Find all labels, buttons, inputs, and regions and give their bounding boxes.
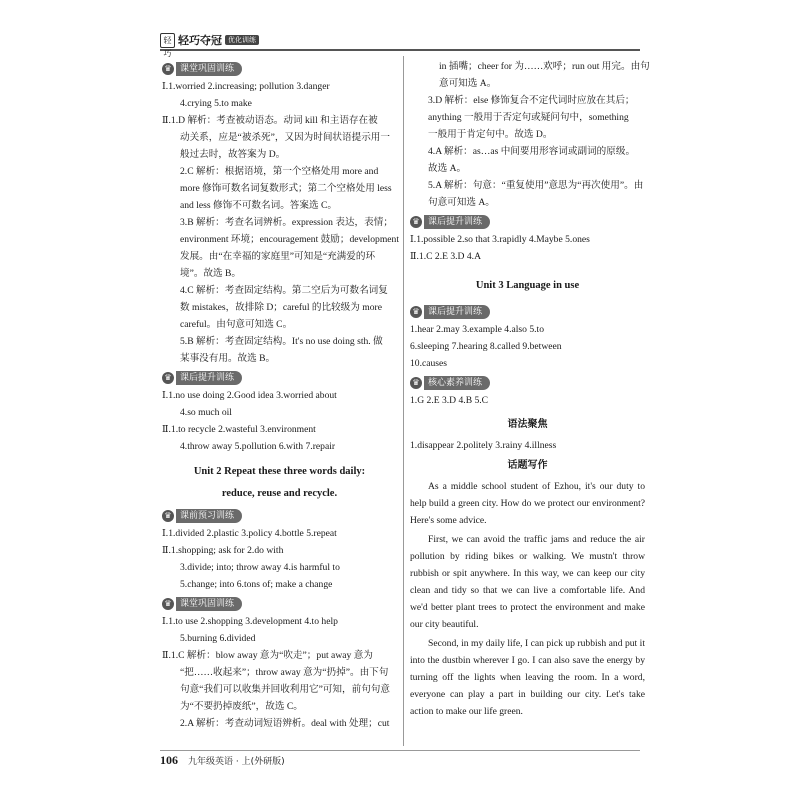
answer-line: 一般用于肯定句中。故选 D。 [428,129,553,140]
answer-line: careful。由句意可知选 C。 [180,319,293,330]
answer-line: Ⅱ.1.D 解析：考查被动语态。动词 kill 和主语存在被 [162,115,378,126]
section-badge: ♛ 课堂巩固训练 [162,62,242,76]
answer-line: 3.B 解析：考查名词辨析。expression 表达，表情； [180,217,393,228]
answer-line: 6.sleeping 7.hearing 8.called 9.between [410,341,562,352]
essay-paragraph: Second, in my daily life, I can pick up rubbish and put it into the dustbin wherever I go. I can also save the energy by turning off the lights when leaving the room. In a word, everyone can play a part in building our city. Let's take action to make our life green. [410,638,645,717]
section-badge: ♛ 核心素养训练 [410,376,490,390]
crown-icon: ♛ [162,63,174,75]
answer-line: Ⅱ.1.C 2.E 3.D 4.A [410,251,482,262]
answer-line: 句意“我们可以收集并回收利用它”可知，前句句意 [180,684,390,695]
answer-line: Ⅰ.1.worried 2.increasing; pollution 3.danger [162,81,330,92]
answer-line: 句意可知选 A。 [428,197,495,208]
answer-line: 般过去时，故答案为 D。 [180,149,286,160]
answer-line: “把……收起来”；throw away 意为“扔掉”。由下句 [180,667,389,678]
answer-line: 2.A 解析：考查动词短语辨析。deal with 处理；cut [180,718,390,729]
section-badge: ♛ 课前预习训练 [162,509,242,523]
answer-line: Ⅰ.1.no use doing 2.Good idea 3.worried about [162,390,337,401]
crown-icon: ♛ [162,372,174,384]
answer-line: Ⅱ.1.C 解析：blow away 意为“吹走”；put away 意为 [162,650,373,661]
answer-block [410,58,650,211]
answer-line: 4.so much oil [180,407,232,418]
brand-logo [160,33,259,58]
page-header [160,33,640,58]
answer-block [410,321,645,372]
essay [410,478,645,720]
answer-line: 5.burning 6.divided [180,633,256,644]
answer-block [162,613,397,732]
answer-line: and less 修饰不可数名词。答案选 C。 [180,200,337,211]
answer-line: 4.throw away 5.pollution 6.with 7.repair [180,441,336,452]
answer-line: 意可知选 A。 [439,78,497,89]
writing-title: 话题写作 [507,460,548,471]
brand-name: 轻巧夺冠 [178,34,222,47]
column-divider [403,56,404,746]
answer-line: Ⅱ.1.shopping; ask for 2.do with [162,545,284,556]
answer-line: 故选 A。 [428,163,467,174]
answer-line: 3.divide; into; throw away 4.is harmful to [180,562,340,573]
page-footer [160,750,640,769]
unit-title-line2: reduce, reuse and recycle. [221,488,338,499]
answer-line: 1.hear 2.may 3.example 4.also 5.to [410,324,545,335]
answer-line: 数 mistakes，故排除 D；careful 的比较级为 more [180,302,382,313]
section-badge: ♛ 课后提升训练 [410,305,490,319]
section-badge: ♛ 课堂巩固训练 [162,597,242,611]
answer-line: in 插嘴；cheer for 为……欢呼；run out 用完。由句 [439,61,650,72]
crown-icon: ♛ [410,306,422,318]
answer-line: 4.crying 5.to make [180,98,252,109]
answer-block [162,78,397,367]
answer-line: 4.A 解析：as…as 中间要用形容词或副词的原级。 [428,146,636,157]
unit-title: Unit 3 Language in use [475,280,580,291]
crown-icon: ♛ [410,216,422,228]
answer-block [410,392,645,409]
answer-line: more 修饰可数名词复数形式；第二个空格处用 less [180,183,392,194]
answer-line: 某事没有用。故选 B。 [180,353,276,364]
answer-line: 动关系，应是“被杀死”，又因为时间状语提示用一 [180,132,390,143]
book-title: 九年级英语 · 上(外研版) [188,757,285,767]
answer-block [410,231,645,265]
brand-tag: 优化训练 [225,35,259,45]
answer-line: 2.C 解析：根据语境，第一个空格处用 more and [180,166,379,177]
answer-line: anything 一般用于否定句或疑问句中，something [428,112,629,123]
answer-line: Ⅰ.1.divided 2.plastic 3.policy 4.bottle 5.repeat [162,528,337,539]
answer-line: Ⅰ.1.to use 2.shopping 3.development 4.to help [162,616,338,627]
answer-line: environment 环境；encouragement 鼓励；development [180,234,399,245]
answer-line: 4.C 解析：考查固定结构。第二空后为可数名词复 [180,285,388,296]
right-column [410,58,650,722]
answer-line: 境”。故选 B。 [180,268,242,279]
answer-block [162,525,397,593]
answer-line: Ⅰ.1.possible 2.so that 3.rapidly 4.Maybe 5.ones [410,234,590,245]
crown-icon: ♛ [410,377,422,389]
essay-paragraph: First, we can avoid the traffic jams and reduce the air pollution by riding bikes or walking. We mustn't throw rubbish or spit anywhere. In this way, we can keep our city clean and tidy so that we can live a comfortable life. And we'd better plant trees to protect the environment and make our city beautiful. [410,534,645,630]
answer-line: 1.disappear 2.politely 3.rainy 4.illness [410,440,557,451]
answer-block [410,437,645,454]
section-badge: ♛ 课后提升训练 [162,371,242,385]
essay-paragraph: As a middle school student of Ezhou, it's our duty to help build a green city. How do we protect our environment? Here's some advice. [410,481,645,526]
unit-title: Unit 2 Repeat these three words daily: [193,466,366,477]
page-number: 106 [160,753,178,767]
section-badge: ♛ 课后提升训练 [410,215,490,229]
answer-line: 发展。由“在幸福的家庭里”可知是“充满爱的环 [180,251,376,262]
answer-line: 3.D 解析：else 修饰复合不定代词时应放在其后； [428,95,635,106]
crown-icon: ♛ [162,598,174,610]
answer-line: 5.A 解析：句意：“重复使用”意思为“再次使用”。由 [428,180,644,191]
left-column [162,58,397,732]
answer-line: 5.B 解析：考查固定结构。It's no use doing sth. 做 [180,336,383,347]
answer-block [162,387,397,455]
grammar-title: 语法聚焦 [507,419,548,430]
answer-line: 1.G 2.E 3.D 4.B 5.C [410,395,489,406]
answer-line: 为“不要扔掉废纸”，故选 C。 [180,701,303,712]
crown-icon: ♛ [162,510,174,522]
answer-line: 10.causes [410,358,448,369]
answer-line: 5.change; into 6.tons of; make a change [180,579,333,590]
logo-mark-icon: 轻巧 [160,33,175,48]
answer-line: Ⅱ.1.to recycle 2.wasteful 3.environment [162,424,316,435]
